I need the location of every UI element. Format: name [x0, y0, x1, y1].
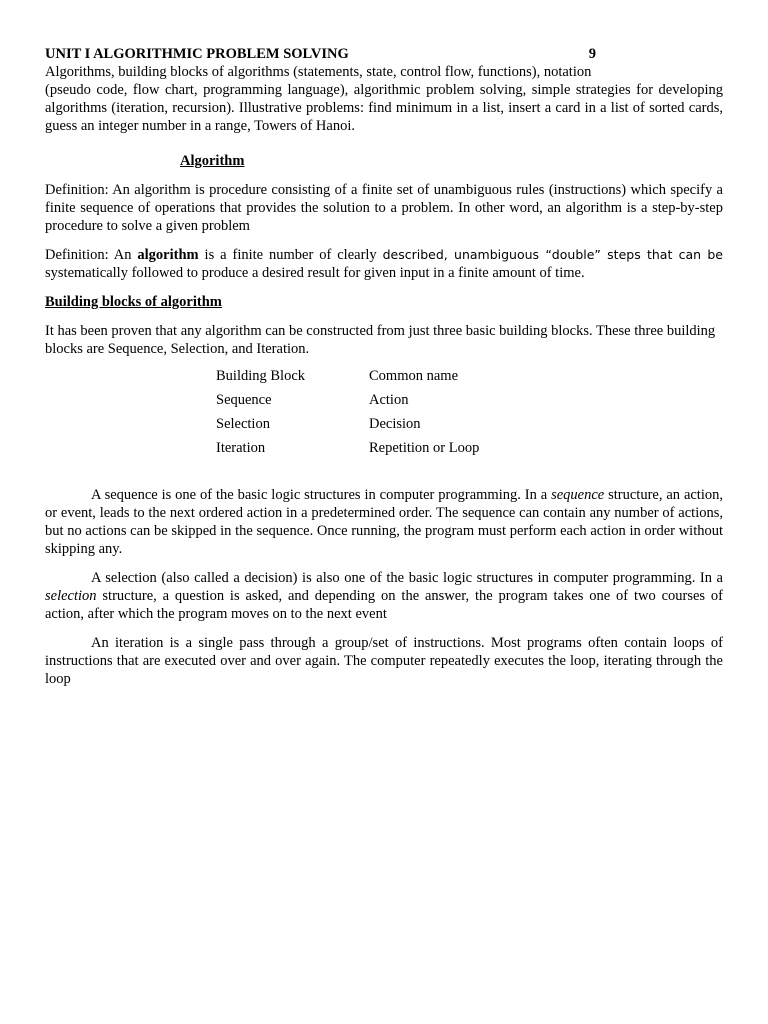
- definition-2-rest: systematically followed to produce a desired result for given input in a finite amount of time.: [45, 265, 585, 281]
- selection-text-after: structure, a question is asked, and depending on the answer, the program takes one of two courses of action, after which the program moves on to the next event: [45, 588, 723, 622]
- selection-paragraph: [45, 569, 723, 623]
- definition-2-prefix: Definition: An: [45, 247, 138, 263]
- building-blocks-table: [216, 367, 479, 463]
- algorithm-definition-2: [45, 246, 723, 282]
- algorithm-definition-1: Definition: An algorithm is procedure consisting of a finite set of unambiguous rules (instructions) which specify a finite sequence of operations that provides the solution to a problem. In other word, an algorithm is a step-by-step procedure to solve a given problem: [45, 182, 723, 234]
- syllabus-line-1: Algorithms, building blocks of algorithms (statements, state, control flow, functions), notation: [45, 64, 592, 80]
- definition-2-middle: is a finite number of clearly: [198, 247, 383, 263]
- iteration-paragraph: An iteration is a single pass through a group/set of instructions. Most programs often contain loops of instructions that are executed over and over again. The computer repeatedly executes the loop, iterating through the loop: [45, 635, 723, 687]
- table-header-block: Building Block: [216, 368, 306, 384]
- table-row: [216, 415, 479, 439]
- page-header: [45, 45, 723, 63]
- building-blocks-heading: Building blocks of algorithm: [45, 294, 222, 310]
- table-header-name: Common name: [369, 368, 459, 384]
- definition-2-mixed-font: described, unambiguous “double” steps that can be: [382, 247, 723, 262]
- table-cell: Sequence: [216, 392, 272, 408]
- sequence-text-after: structure, an action, or event, leads to the next ordered action in a predetermined order. The sequence can contain any number of actions, but no actions can be skipped in the sequence. Once running, the program must perform each action in order without skipping any.: [45, 487, 723, 557]
- table-row: [216, 367, 479, 391]
- table-cell: Selection: [216, 416, 270, 432]
- building-blocks-intro: It has been proven that any algorithm can be constructed from just three basic building blocks. These three building blocks are Sequence, Selection, and Iteration.: [45, 323, 716, 357]
- unit-title: UNIT I ALGORITHMIC PROBLEM SOLVING: [45, 46, 349, 62]
- sequence-text-before: A sequence is one of the basic logic structures in computer programming. In a: [91, 487, 552, 503]
- definition-2-bold-term: algorithm: [137, 247, 199, 263]
- selection-text-before: A selection (also called a decision) is also one of the basic logic structures in computer programming. In a: [91, 570, 723, 586]
- table-cell: Repetition or Loop: [369, 440, 480, 456]
- table-cell: Action: [369, 392, 409, 408]
- syllabus-rest: (pseudo code, flow chart, programming language), algorithmic problem solving, simple strategies for developing algorithms (iteration, recursion). Illustrative problems: find minimum in a list, insert a card in a list of sorted cards, guess an integer number in a range, Towers of Hanoi.: [45, 82, 723, 134]
- table-row: [216, 391, 479, 415]
- document-page: [45, 45, 723, 688]
- sequence-paragraph: [45, 486, 723, 558]
- table-cell: Decision: [369, 416, 421, 432]
- algorithm-heading: Algorithm: [180, 153, 245, 169]
- syllabus-intro: [45, 63, 723, 135]
- table-cell: Iteration: [216, 440, 266, 456]
- sequence-italic-term: sequence: [551, 487, 605, 503]
- table-row: [216, 439, 479, 463]
- selection-italic-term: selection: [45, 588, 97, 604]
- page-number: 9: [588, 46, 596, 62]
